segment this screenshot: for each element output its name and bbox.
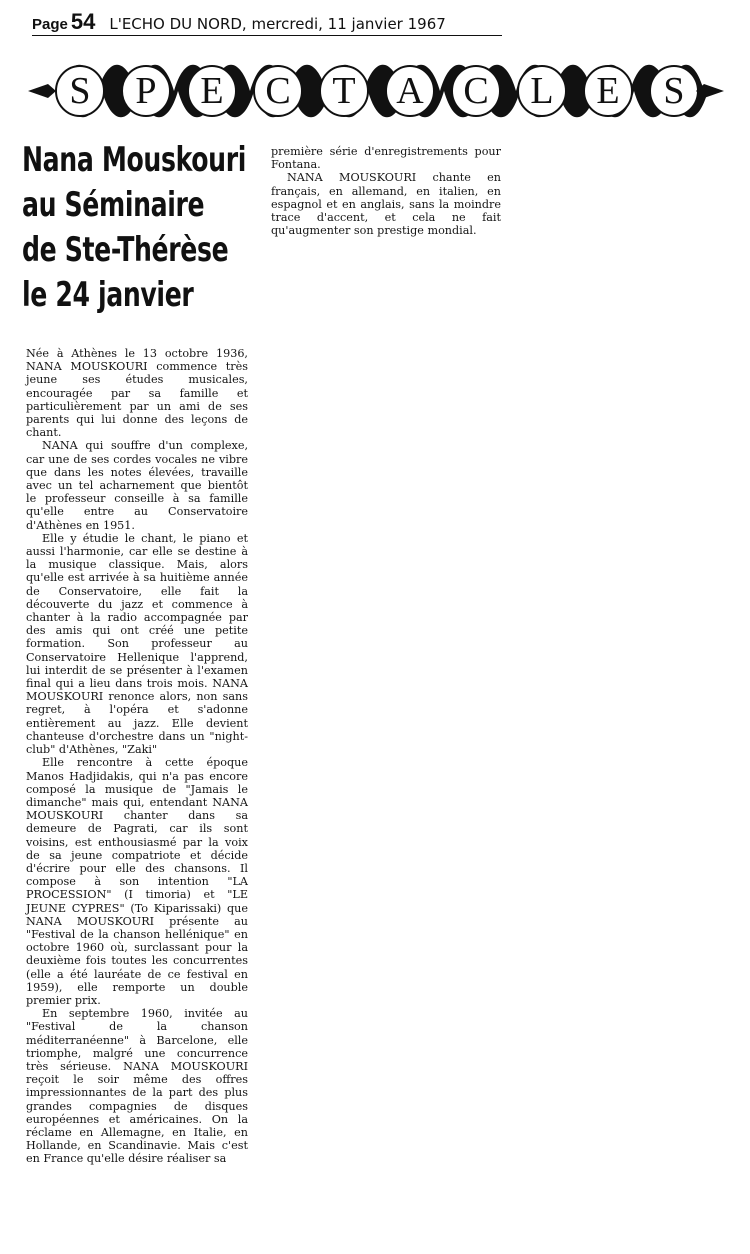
banner-letter-a: A	[396, 70, 424, 112]
banner-letter-c: C	[265, 70, 291, 112]
article-paragraph: Née à Athènes le 13 octobre 1936, NANA MOUSKOURI commence très jeune ses études musicales, encouragée par sa famille et particulièrement par un ami de ses parents qui lui donne des leçons de chant.	[26, 347, 248, 440]
article-column-right	[271, 145, 501, 237]
banner-letter-c2: C	[463, 70, 489, 112]
article-paragraph: Elle rencontre à cette époque Manos Hadjidakis, qui n'a pas encore composé la musique de "Jamais le dimanche" mais qui, entendant NANA MOUSKOURI chanter dans sa demeure de Pagrati, car ils sont voisins, est enthousiasmé par la voix de sa jeune compatriote et décide d'écrire pour elle des chansons. Il compose à son intention "LA PROCESSION" (I timoria) et "LE JEUNE CYPRES" (To Kiparissaki) que NANA MOUSKOURI présente au "Festival de la chanson hellénique" en octobre 1960 où, surclassant pour la deuxième fois toutes les concurrentes (elle a été lauréate de ce festival en 1959), elle remporte un double premier prix.	[26, 756, 248, 1007]
banner-letter-s2: S	[663, 70, 685, 112]
page-header	[32, 9, 502, 36]
article-headline	[22, 138, 259, 318]
page-number: 54	[70, 9, 96, 34]
banner-letter-t: T	[332, 70, 356, 112]
article-paragraph: NANA MOUSKOURI chante en français, en allemand, en italien, en espagnol et en anglais, sans la moindre trace d'accent, et cela ne fait qu'augmenter son prestige mondial.	[271, 171, 501, 238]
headline-line-1: Nana Mouskouri	[22, 140, 247, 180]
banner-letter-p: P	[135, 70, 157, 112]
banner-letter-e2: E	[596, 70, 620, 112]
headline-line-4: le 24 janvier	[22, 275, 194, 315]
article-paragraph: NANA qui souffre d'un complexe, car une de ses cordes vocales ne vibre que dans les notes élevées, travaille avec un tel acharnement que bientôt le professeur conseille à sa famille qu'elle entre au Conservatoire d'Athènes en 1951.	[26, 439, 248, 532]
article-paragraph: Elle y étudie le chant, le piano et aussi l'harmonie, car elle se destine à la musique classique. Mais, alors qu'elle est arrivée à sa huitième année de Conservatoire, elle fait la découverte du jazz et commence à chanter à la radio accompagnée par des amis qui ont créé une petite formation. Son professeur au Conservatoire Hellenique l'apprend, lui interdit de se présenter à l'examen final qui a lieu dans trois mois. NANA MOUSKOURI renonce alors, non sans regret, à l'opéra et s'adonne entièrement au jazz. Elle devient chanteuse d'orchestre dans un "night- club" d'Athènes, "Zaki"	[26, 531, 248, 757]
page-label: Page	[32, 16, 68, 33]
banner-letter-e: E	[200, 70, 224, 112]
section-banner	[28, 48, 724, 134]
banner-letter-s: S	[69, 70, 91, 112]
article-paragraph: première série d'enregistrements pour Fontana.	[271, 145, 501, 172]
article-column-left	[26, 347, 248, 1166]
newspaper-date-line: L'ECHO DU NORD, mercredi, 11 janvier 1967	[109, 15, 446, 33]
banner-letter-l: L	[530, 70, 554, 112]
article-paragraph: En septembre 1960, invitée au "Festival de la chanson méditerranéenne" à Barcelone, elle triomphe, malgré une concurrence très sérieuse. NANA MOUSKOURI reçoit le soir même des offres impressionnantes de la part des plus grandes compagnies de disques européennes et américaines. On la réclame en Allemagne, en Italie, en Hollande, en Scandinavie. Mais c'est en France qu'elle désire réaliser sa	[26, 1007, 248, 1166]
headline-line-3: de Ste-Thérèse	[22, 230, 229, 270]
headline-line-2: au Séminaire	[22, 185, 205, 225]
